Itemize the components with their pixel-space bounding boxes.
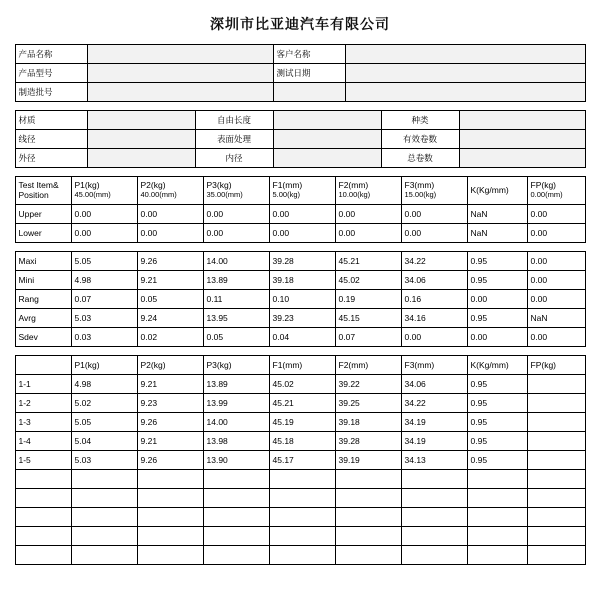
cell: 0.19: [335, 290, 401, 309]
cell: 13.89: [203, 375, 269, 394]
cell: 0.00: [137, 224, 203, 243]
table-row: [15, 130, 585, 149]
row-label: [15, 470, 71, 489]
cell: [401, 470, 467, 489]
cell: 0.00: [401, 205, 467, 224]
col-header-test-item: [15, 177, 71, 205]
col-header-p2: [137, 177, 203, 205]
row-label: 1-2: [15, 394, 71, 413]
cell: [401, 508, 467, 527]
cell: [71, 546, 137, 565]
cell: 34.19: [401, 413, 467, 432]
cell: [401, 546, 467, 565]
cell: [467, 470, 527, 489]
row-label: [15, 527, 71, 546]
table-row: [15, 432, 585, 451]
cell: 34.22: [401, 394, 467, 413]
col-header-line1: P3(kg): [206, 180, 232, 191]
inner-diameter-value[interactable]: [273, 149, 381, 168]
col-header-line1: F3(mm): [404, 180, 435, 191]
table-row: [15, 546, 585, 565]
material-label: 材质: [15, 111, 87, 130]
cell: [71, 489, 137, 508]
cell: 39.28: [269, 252, 335, 271]
cell: 9.26: [137, 413, 203, 432]
cell: 0.95: [467, 252, 527, 271]
cell: 5.04: [71, 432, 137, 451]
cell: 0.95: [467, 271, 527, 290]
cell: [401, 527, 467, 546]
table-header-row: [15, 177, 585, 205]
cell: 34.19: [401, 432, 467, 451]
surface-treatment-value[interactable]: [273, 130, 381, 149]
cell: [401, 489, 467, 508]
header-empty-label: [273, 83, 345, 102]
cell: 0.95: [467, 309, 527, 328]
cell: 5.05: [71, 252, 137, 271]
table-row: [15, 64, 585, 83]
table-row: [15, 149, 585, 168]
cell: 0.00: [401, 224, 467, 243]
product-model-value[interactable]: [87, 64, 273, 83]
cell: 0.05: [137, 290, 203, 309]
row-label: [15, 489, 71, 508]
cell: [71, 508, 137, 527]
cell: 39.19: [335, 451, 401, 470]
cell: [527, 375, 585, 394]
table-header-row: [15, 356, 585, 375]
cell: 39.18: [335, 413, 401, 432]
cell: 0.95: [467, 432, 527, 451]
cell: NaN: [467, 224, 527, 243]
cell: [269, 489, 335, 508]
cell: 0.00: [527, 328, 585, 347]
col-header-p3: P3(kg): [203, 356, 269, 375]
cell: 34.06: [401, 271, 467, 290]
cell: 9.26: [137, 252, 203, 271]
cell: 45.19: [269, 413, 335, 432]
cell: [467, 489, 527, 508]
cell: 0.95: [467, 413, 527, 432]
cell: 45.02: [269, 375, 335, 394]
col-header-f1: [269, 177, 335, 205]
type-value[interactable]: [459, 111, 585, 130]
cell: [335, 546, 401, 565]
table-row: [15, 111, 585, 130]
cell: 0.00: [203, 205, 269, 224]
row-label-sdev: Sdev: [15, 328, 71, 347]
cell: [467, 527, 527, 546]
table-row: [15, 309, 585, 328]
cell: 13.95: [203, 309, 269, 328]
cell: 0.00: [527, 271, 585, 290]
cell: [269, 470, 335, 489]
cell: [71, 527, 137, 546]
col-header-line1: F1(mm): [272, 180, 303, 191]
cell: 39.25: [335, 394, 401, 413]
cell: 9.21: [137, 432, 203, 451]
material-value[interactable]: [87, 111, 195, 130]
col-header-line2: 40.00(mm): [140, 190, 177, 200]
spacer: [0, 168, 600, 176]
cell: 9.21: [137, 271, 203, 290]
cell: [137, 546, 203, 565]
row-label: [15, 508, 71, 527]
test-date-label: 测试日期: [273, 64, 345, 83]
col-header-fp: [527, 177, 585, 205]
cell: [137, 489, 203, 508]
cell: 0.00: [137, 205, 203, 224]
cell: 0.95: [467, 451, 527, 470]
cell: NaN: [527, 309, 585, 328]
page-title: 深圳市比亚迪汽车有限公司: [210, 16, 390, 32]
cell: 34.22: [401, 252, 467, 271]
total-coils-value[interactable]: [459, 149, 585, 168]
cell: 0.00: [467, 290, 527, 309]
cell: 45.21: [269, 394, 335, 413]
col-header-line2: 35.00(mm): [206, 190, 243, 200]
cell: 0.04: [269, 328, 335, 347]
spacer: [0, 243, 600, 251]
total-coils-label: 总卷数: [381, 149, 459, 168]
cell: [335, 508, 401, 527]
cell: [467, 546, 527, 565]
cell: 5.03: [71, 451, 137, 470]
cell: 45.15: [335, 309, 401, 328]
test-date-value[interactable]: [345, 64, 585, 83]
col-header-line1: F2(mm): [338, 180, 369, 191]
cell: [203, 527, 269, 546]
cell: [527, 470, 585, 489]
active-coils-value[interactable]: [459, 130, 585, 149]
cell: 13.99: [203, 394, 269, 413]
samples-table: [15, 355, 586, 565]
wire-diameter-label: 线径: [15, 130, 87, 149]
cell: 45.02: [335, 271, 401, 290]
cell: 0.00: [527, 252, 585, 271]
col-header-f2: [335, 177, 401, 205]
cell: 4.98: [71, 375, 137, 394]
active-coils-label: 有效卷数: [381, 130, 459, 149]
col-header-p1: [71, 177, 137, 205]
table-row: [15, 508, 585, 527]
row-label: 1-3: [15, 413, 71, 432]
row-label: 1-5: [15, 451, 71, 470]
cell: 9.24: [137, 309, 203, 328]
table-row: [15, 375, 585, 394]
col-header-k: K(Kg/mm): [467, 356, 527, 375]
col-header-sample: [15, 356, 71, 375]
table-row: [15, 252, 585, 271]
cell: [71, 470, 137, 489]
cell: [335, 527, 401, 546]
col-header-f2: F2(mm): [335, 356, 401, 375]
cell: 0.95: [467, 394, 527, 413]
cell: 13.90: [203, 451, 269, 470]
product-name-label: 产品名称: [15, 45, 87, 64]
cell: [203, 546, 269, 565]
cell: 9.26: [137, 451, 203, 470]
table-row: [15, 83, 585, 102]
cell: [137, 470, 203, 489]
row-label-maxi: Maxi: [15, 252, 71, 271]
cell: 0.16: [401, 290, 467, 309]
col-header-line2: Position: [18, 189, 49, 200]
col-header-k: [467, 177, 527, 205]
col-header-line1: Test Item&: [18, 179, 59, 190]
inner-diameter-label: 内径: [195, 149, 273, 168]
cell: 0.00: [269, 205, 335, 224]
col-header-line1: P1(kg): [74, 180, 100, 191]
cell: [269, 508, 335, 527]
product-name-value[interactable]: [87, 45, 273, 64]
cell: 39.28: [335, 432, 401, 451]
free-length-label: 自由长度: [195, 111, 273, 130]
cell: [203, 470, 269, 489]
cell: [137, 527, 203, 546]
col-header-f3: F3(mm): [401, 356, 467, 375]
header-empty-value[interactable]: [345, 83, 585, 102]
table-row: [15, 290, 585, 309]
cell: 0.05: [203, 328, 269, 347]
cell: 39.18: [269, 271, 335, 290]
cell: 5.03: [71, 309, 137, 328]
col-header-p2: P2(kg): [137, 356, 203, 375]
customer-name-label: 客户名称: [273, 45, 345, 64]
cell: 9.21: [137, 375, 203, 394]
cell: [527, 413, 585, 432]
cell: 0.00: [335, 224, 401, 243]
cell: [527, 527, 585, 546]
row-label-rang: Rang: [15, 290, 71, 309]
header-block-table: [15, 44, 586, 102]
cell: [203, 489, 269, 508]
cell: 39.23: [269, 309, 335, 328]
table-row: [15, 470, 585, 489]
table-row: [15, 413, 585, 432]
cell: 45.21: [335, 252, 401, 271]
batch-number-value[interactable]: [87, 83, 273, 102]
cell: [467, 508, 527, 527]
cell: 9.23: [137, 394, 203, 413]
col-header-line2: 5.00(kg): [272, 190, 301, 200]
row-label: 1-1: [15, 375, 71, 394]
spacer: [0, 347, 600, 355]
cell: [335, 470, 401, 489]
product-model-label: 产品型号: [15, 64, 87, 83]
col-header-line2: 10.00(kg): [338, 190, 371, 200]
col-header-line1: P2(kg): [140, 180, 166, 191]
cell: [527, 432, 585, 451]
row-label-avrg: Avrg: [15, 309, 71, 328]
table-row: [15, 205, 585, 224]
cell: NaN: [467, 205, 527, 224]
table-row: [15, 527, 585, 546]
cell: 0.03: [71, 328, 137, 347]
table-row: [15, 271, 585, 290]
cell: 0.07: [71, 290, 137, 309]
cell: 14.00: [203, 413, 269, 432]
spec-block-table: [15, 110, 586, 168]
row-label: [15, 546, 71, 565]
cell: 0.02: [137, 328, 203, 347]
table-row: [15, 489, 585, 508]
cell: 5.05: [71, 413, 137, 432]
cell: 34.06: [401, 375, 467, 394]
cell: 0.00: [71, 205, 137, 224]
cell: 0.00: [71, 224, 137, 243]
cell: 45.17: [269, 451, 335, 470]
cell: 13.89: [203, 271, 269, 290]
table-row: [15, 394, 585, 413]
cell: [527, 489, 585, 508]
cell: [335, 489, 401, 508]
row-label-lower: Lower: [15, 224, 71, 243]
table-row: [15, 328, 585, 347]
free-length-value[interactable]: [273, 111, 381, 130]
cell: 4.98: [71, 271, 137, 290]
cell: [527, 394, 585, 413]
col-header-p1: P1(kg): [71, 356, 137, 375]
col-header-f3: [401, 177, 467, 205]
row-label: 1-4: [15, 432, 71, 451]
col-header-line2: 45.00(mm): [74, 190, 111, 200]
outer-diameter-label: 外径: [15, 149, 87, 168]
cell: 0.00: [527, 224, 585, 243]
col-header-line2: 15.00(kg): [404, 190, 437, 200]
cell: 0.95: [467, 375, 527, 394]
table-row: [15, 451, 585, 470]
cell: 0.00: [335, 205, 401, 224]
cell: 0.10: [269, 290, 335, 309]
customer-name-value[interactable]: [345, 45, 585, 64]
col-header-fp: FP(kg): [527, 356, 585, 375]
col-header-line1: FP(kg): [530, 180, 556, 191]
cell: 0.00: [203, 224, 269, 243]
table-row: [15, 45, 585, 64]
batch-number-label: 制造批号: [15, 83, 87, 102]
spacer: [0, 102, 600, 110]
outer-diameter-value[interactable]: [87, 149, 195, 168]
cell: 0.11: [203, 290, 269, 309]
row-label-upper: Upper: [15, 205, 71, 224]
cell: [527, 451, 585, 470]
table-row: [15, 224, 585, 243]
col-header-p3: [203, 177, 269, 205]
cell: [527, 546, 585, 565]
type-label: 种类: [381, 111, 459, 130]
cell: [527, 508, 585, 527]
cell: 39.22: [335, 375, 401, 394]
cell: 34.16: [401, 309, 467, 328]
cell: [269, 527, 335, 546]
cell: 5.02: [71, 394, 137, 413]
cell: 0.00: [527, 290, 585, 309]
cell: 14.00: [203, 252, 269, 271]
row-label-mini: Mini: [15, 271, 71, 290]
cell: [203, 508, 269, 527]
cell: 0.00: [527, 205, 585, 224]
col-header-line2: 0.00(mm): [530, 190, 563, 200]
test-item-table: [15, 176, 586, 243]
cell: 0.07: [335, 328, 401, 347]
cell: 0.00: [467, 328, 527, 347]
statistics-table: [15, 251, 586, 347]
cell: 0.00: [269, 224, 335, 243]
cell: [137, 508, 203, 527]
cell: [269, 546, 335, 565]
cell: 13.98: [203, 432, 269, 451]
wire-diameter-value[interactable]: [87, 130, 195, 149]
cell: 45.18: [269, 432, 335, 451]
cell: 0.00: [401, 328, 467, 347]
surface-treatment-label: 表面处理: [195, 130, 273, 149]
col-header-line1: K(Kg/mm): [470, 184, 509, 195]
col-header-f1: F1(mm): [269, 356, 335, 375]
cell: 34.13: [401, 451, 467, 470]
